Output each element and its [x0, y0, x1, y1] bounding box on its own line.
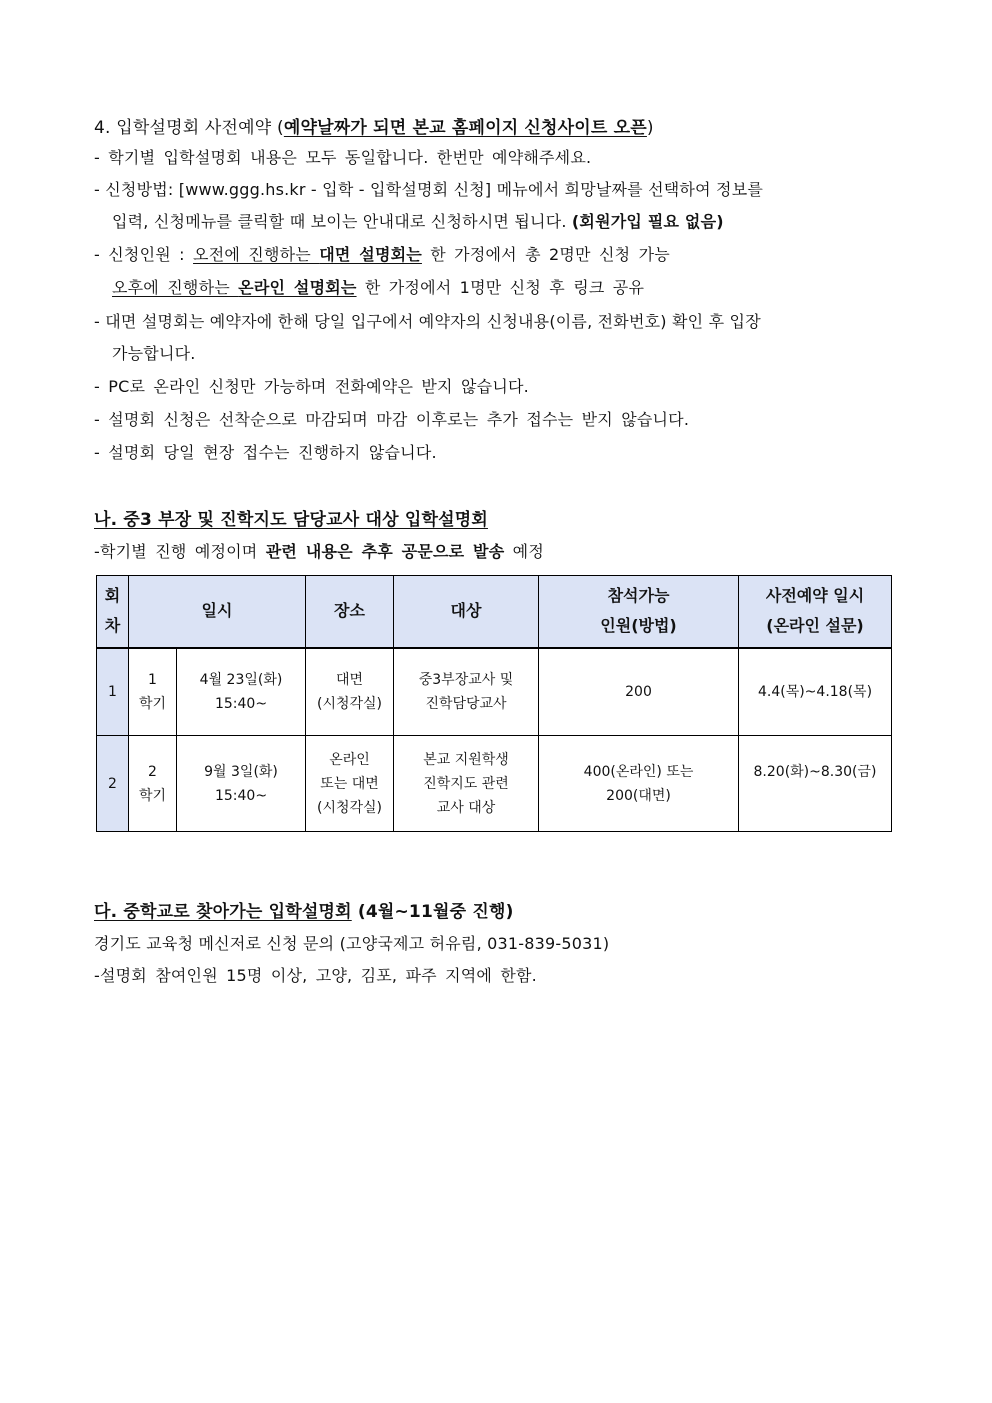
section4-line-4a: - 대면 설명회는 예약자에 한해 당일 입구에서 예약자의 신청내용(이름, 전화번호) 확인 후 입장	[94, 312, 761, 331]
row-1-semester: 1 학기	[129, 648, 177, 736]
section-da-line-1: 경기도 교육청 메신저로 신청 문의 (고양국제고 허유림, 031-839-5031)	[94, 934, 610, 953]
section-na-note-suffix: 예정	[504, 542, 544, 561]
section4-line-3a-rest: 한 가정에서 총 2명만 신청 가능	[421, 245, 670, 264]
section-na-note-bold: 관련 내용은 추후 공문으로 발송	[265, 542, 505, 561]
row-2-capacity: 400(온라인) 또는 200(대면)	[539, 736, 739, 832]
section4-line-6: - 설명회 신청은 선착순으로 마감되며 마감 이후로는 추가 접수는 받지 않습니다.	[94, 410, 690, 429]
section4-line-3a-u-text: 오전에 진행하는	[193, 245, 320, 264]
section-da-title	[94, 897, 914, 927]
section-na-title-text: 나. 중3 부장 및 진학지도 담당교사 대상 입학설명회	[94, 510, 488, 530]
section4-line-3b-rest: 한 가정에서 1명만 신청 후 링크 공유	[356, 278, 645, 297]
section-na-note-prefix: -학기별 진행 예정이며	[94, 542, 266, 561]
row-2-place: 온라인 또는 대면 (시청각실)	[306, 736, 394, 832]
row-1-capacity: 200	[539, 648, 739, 736]
row-1-number: 1	[97, 648, 129, 736]
section-da-title-rest: (4월~11월중 진행)	[351, 902, 514, 922]
section4-line-2a: - 신청방법: [www.ggg.hs.kr - 입학 - 입학설명회 신청] 메뉴에서 희망날짜를 선택하여 정보를	[94, 180, 764, 199]
section4-line-3b	[112, 273, 932, 303]
section-da-line-2: -설명회 참여인원 15명 이상, 고양, 김포, 파주 지역에 한함.	[94, 966, 537, 985]
table-row	[97, 736, 892, 832]
row-2-number: 2	[97, 736, 129, 832]
section4-title-emphasis: 예약날짜가 되면 본교 홈페이지 신청사이트 오픈	[283, 118, 647, 138]
section-na-title	[94, 505, 914, 535]
section4-line-2b-text: 입력, 신청메뉴를 클릭할 때 보이는 안내대로 신청하시면 됩니다.	[112, 212, 572, 231]
section4-line-5: - PC로 온라인 신청만 가능하며 전화예약은 받지 않습니다.	[94, 377, 529, 396]
section4-line-2b	[112, 207, 932, 237]
row-1-reservation: 4.4(목)~4.18(목)	[739, 648, 892, 736]
section4-line-3a-prefix: - 신청인원 :	[94, 245, 194, 264]
section4-line-4b: 가능합니다.	[112, 344, 196, 363]
row-2-target: 본교 지원학생 진학지도 관련 교사 대상	[394, 736, 539, 832]
section4-line-3a-underlined	[193, 245, 422, 264]
row-1-target: 중3부장교사 및 진학담당교사	[394, 648, 539, 736]
header-reservation: 사전예약 일시 (온라인 설문)	[739, 576, 892, 648]
section4-line-1: - 학기별 입학설명회 내용은 모두 동일합니다. 한번만 예약해주세요.	[94, 148, 592, 167]
header-capacity: 참석가능 인원(방법)	[539, 576, 739, 648]
header-place: 장소	[306, 576, 394, 648]
row-1-place: 대면 (시청각실)	[306, 648, 394, 736]
section4-line-7: - 설명회 당일 현장 접수는 진행하지 않습니다.	[94, 443, 437, 462]
section4-line-3b-u-bold: 온라인 설명회는	[238, 278, 357, 297]
row-2-semester: 2 학기	[129, 736, 177, 832]
section-da-title-underlined: 다. 중학교로 찾아가는 입학설명회	[94, 902, 352, 922]
section4-line-3a	[94, 240, 914, 270]
section4-title-prefix: 4. 입학설명회 사전예약 (	[94, 118, 284, 138]
row-2-reservation: 8.20(화)~8.30(금)	[739, 736, 892, 832]
section4-line-3b-underlined	[112, 278, 357, 297]
schedule-table	[96, 575, 892, 832]
row-1-date: 4월 23일(화) 15:40~	[177, 648, 306, 736]
section4-line-3b-u-text: 오후에 진행하는	[112, 278, 239, 297]
header-round: 회 차	[97, 576, 129, 648]
row-2-date: 9월 3일(화) 15:40~	[177, 736, 306, 832]
section-na-note	[94, 537, 914, 567]
section4-line-3a-u-bold: 대면 설명회는	[319, 245, 422, 264]
table-row	[97, 648, 892, 736]
section4-line-2b-bold: (회원가입 필요 없음)	[571, 212, 724, 231]
header-target: 대상	[394, 576, 539, 648]
header-datetime: 일시	[129, 576, 306, 648]
section4-title	[94, 113, 914, 143]
section4-title-suffix: )	[646, 118, 654, 138]
table-header-row	[97, 576, 892, 648]
